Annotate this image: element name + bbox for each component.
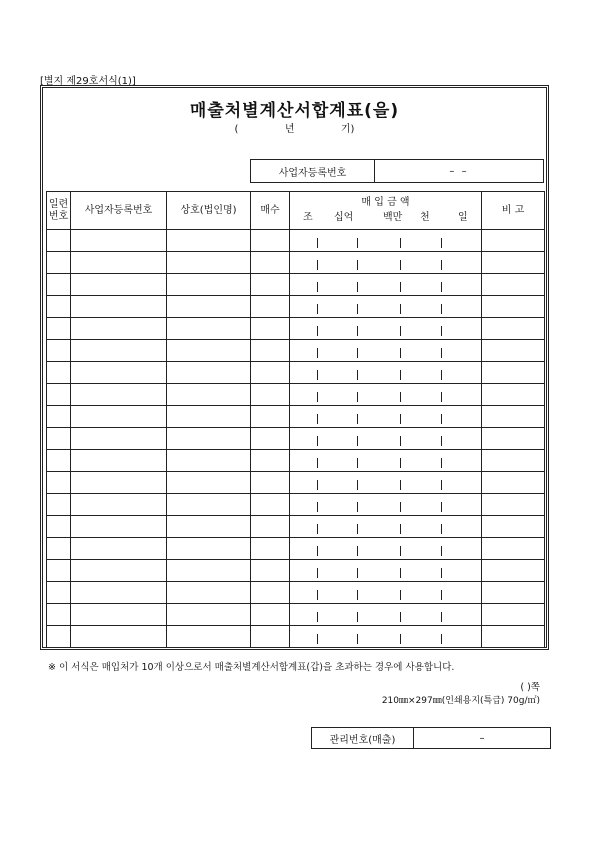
amount-unit-divider [400, 348, 401, 358]
management-label: 관리번호(매출) [312, 728, 414, 748]
amount-unit-divider [357, 326, 358, 336]
cell-reg-no[interactable] [71, 428, 167, 450]
amount-unit-divider [317, 414, 318, 424]
cell-count[interactable] [251, 626, 290, 648]
cell-count[interactable] [251, 230, 290, 252]
unit-il: 일 [458, 212, 468, 223]
table-row [47, 626, 545, 648]
unit-baekman: 백만 [383, 212, 403, 223]
amount-unit-divider [400, 524, 401, 534]
amount-unit-divider [317, 612, 318, 622]
amount-unit-divider [317, 502, 318, 512]
amount-unit-divider [357, 458, 358, 468]
cell-count[interactable] [251, 296, 290, 318]
table-row [47, 340, 545, 362]
cell-company[interactable] [167, 384, 251, 406]
cell-remarks[interactable] [482, 384, 545, 406]
cell-company[interactable] [167, 516, 251, 538]
footnote: ※ 이 서식은 매입처가 10개 이상으로서 매출처별계산서합계표(갑)을 초과하는 경우에 사용합니다. [48, 662, 455, 673]
cell-count[interactable] [251, 538, 290, 560]
amount-unit-divider [317, 282, 318, 292]
cell-remarks[interactable] [482, 604, 545, 626]
amount-unit-divider [317, 458, 318, 468]
cell-company[interactable] [167, 450, 251, 472]
table-row [47, 384, 545, 406]
amount-unit-divider [441, 304, 442, 314]
amount-unit-divider [317, 304, 318, 314]
cell-amount[interactable] [290, 472, 482, 494]
cell-count[interactable] [251, 516, 290, 538]
period-open: ( [234, 124, 239, 135]
cell-seq[interactable] [47, 560, 71, 582]
table-row [47, 472, 545, 494]
cell-count[interactable] [251, 318, 290, 340]
amount-unit-divider [357, 524, 358, 534]
amount-unit-divider [441, 370, 442, 380]
management-box [311, 727, 551, 749]
form-frame [40, 85, 549, 650]
cell-count[interactable] [251, 494, 290, 516]
cell-count[interactable] [251, 252, 290, 274]
amount-unit-divider [317, 348, 318, 358]
cell-remarks[interactable] [482, 538, 545, 560]
amount-unit-divider [357, 568, 358, 578]
table-row [47, 274, 545, 296]
table-row [47, 296, 545, 318]
unit-jo: 조 [303, 212, 313, 223]
amount-unit-divider [400, 304, 401, 314]
amount-unit-divider [317, 590, 318, 600]
table-row [47, 318, 545, 340]
amount-unit-divider [400, 612, 401, 622]
amount-unit-divider [441, 524, 442, 534]
cell-seq[interactable] [47, 362, 71, 384]
amount-unit-divider [441, 282, 442, 292]
period-line [43, 120, 546, 135]
table-row [47, 494, 545, 516]
table-row [47, 252, 545, 274]
amount-unit-divider [357, 392, 358, 402]
cell-amount[interactable] [290, 516, 482, 538]
cell-company[interactable] [167, 582, 251, 604]
table-row [47, 560, 545, 582]
amount-unit-divider [317, 392, 318, 402]
amount-unit-divider [317, 326, 318, 336]
cell-seq[interactable] [47, 230, 71, 252]
amount-unit-divider [317, 436, 318, 446]
amount-unit-divider [357, 370, 358, 380]
cell-reg-no[interactable] [71, 582, 167, 604]
amount-unit-divider [357, 304, 358, 314]
cell-company[interactable] [167, 560, 251, 582]
table-row [47, 406, 545, 428]
cell-count[interactable] [251, 560, 290, 582]
cell-count[interactable] [251, 384, 290, 406]
cell-amount[interactable] [290, 230, 482, 252]
amount-unit-divider [400, 326, 401, 336]
amount-unit-divider [400, 502, 401, 512]
amount-unit-divider [441, 238, 442, 248]
form-number-label: [별지 제29호서식(1)] [40, 76, 136, 87]
amount-unit-divider [400, 590, 401, 600]
cell-remarks[interactable] [482, 516, 545, 538]
cell-amount[interactable] [290, 252, 482, 274]
amount-unit-divider [357, 436, 358, 446]
unit-cheon: 천 [420, 212, 430, 223]
period-unit: 기) [340, 124, 355, 135]
cell-amount[interactable] [290, 406, 482, 428]
cell-remarks[interactable] [482, 582, 545, 604]
cell-amount[interactable] [290, 340, 482, 362]
cell-seq[interactable] [47, 582, 71, 604]
amount-unit-divider [441, 634, 442, 644]
amount-unit-divider [441, 546, 442, 556]
amount-unit-divider [317, 634, 318, 644]
amount-unit-divider [357, 612, 358, 622]
cell-reg-no[interactable] [71, 472, 167, 494]
header-remarks: 비 고 [482, 192, 545, 230]
amount-unit-divider [400, 634, 401, 644]
cell-remarks[interactable] [482, 494, 545, 516]
cell-reg-no[interactable] [71, 340, 167, 362]
cell-remarks[interactable] [482, 428, 545, 450]
amount-unit-divider [317, 260, 318, 270]
cell-amount[interactable] [290, 384, 482, 406]
cell-company[interactable] [167, 318, 251, 340]
cell-company[interactable] [167, 494, 251, 516]
amount-unit-divider [441, 436, 442, 446]
registration-value[interactable]: – – [449, 165, 469, 177]
cell-seq[interactable] [47, 428, 71, 450]
cell-company[interactable] [167, 340, 251, 362]
amount-unit-divider [441, 612, 442, 622]
cell-reg-no[interactable] [71, 230, 167, 252]
cell-count[interactable] [251, 472, 290, 494]
cell-company[interactable] [167, 626, 251, 648]
cell-seq[interactable] [47, 472, 71, 494]
cell-company[interactable] [167, 472, 251, 494]
cell-reg-no[interactable] [71, 626, 167, 648]
amount-unit-divider [357, 634, 358, 644]
cell-seq[interactable] [47, 516, 71, 538]
page-count: ( )쪽 [520, 682, 540, 693]
amount-unit-divider [441, 260, 442, 270]
amount-unit-divider [357, 590, 358, 600]
amount-unit-divider [317, 238, 318, 248]
period-year-unit: 년 [284, 124, 295, 135]
cell-seq[interactable] [47, 494, 71, 516]
amount-unit-divider [400, 568, 401, 578]
cell-company[interactable] [167, 274, 251, 296]
cell-count[interactable] [251, 428, 290, 450]
header-amount [290, 192, 482, 230]
amount-unit-divider [441, 326, 442, 336]
amount-unit-divider [400, 392, 401, 402]
unit-sibeok: 십억 [334, 212, 354, 223]
amount-unit-divider [441, 414, 442, 424]
amount-unit-divider [317, 546, 318, 556]
cell-seq[interactable] [47, 296, 71, 318]
amount-unit-divider [441, 590, 442, 600]
cell-company[interactable] [167, 428, 251, 450]
cell-seq[interactable] [47, 274, 71, 296]
cell-company[interactable] [167, 538, 251, 560]
table-row [47, 604, 545, 626]
header-reg-no: 사업자등록번호 [71, 192, 167, 230]
registration-box [250, 159, 544, 183]
cell-reg-no[interactable] [71, 604, 167, 626]
cell-seq[interactable] [47, 406, 71, 428]
form-title: 매출처별계산서합계표(을) [189, 101, 400, 121]
cell-reg-no[interactable] [71, 274, 167, 296]
cell-reg-no[interactable] [71, 296, 167, 318]
cell-amount[interactable] [290, 296, 482, 318]
table-row [47, 428, 545, 450]
amount-unit-divider [357, 480, 358, 490]
cell-amount[interactable] [290, 604, 482, 626]
amount-unit-divider [441, 348, 442, 358]
cell-seq[interactable] [47, 252, 71, 274]
cell-remarks[interactable] [482, 296, 545, 318]
cell-remarks[interactable] [482, 450, 545, 472]
cell-remarks[interactable] [482, 560, 545, 582]
amount-unit-divider [357, 502, 358, 512]
amount-unit-divider [400, 238, 401, 248]
cell-amount[interactable] [290, 494, 482, 516]
table-row [47, 538, 545, 560]
cell-remarks[interactable] [482, 472, 545, 494]
cell-amount[interactable] [290, 582, 482, 604]
amount-unit-divider [400, 436, 401, 446]
amount-unit-divider [317, 524, 318, 534]
amount-unit-divider [317, 480, 318, 490]
cell-company[interactable] [167, 406, 251, 428]
cell-seq[interactable] [47, 450, 71, 472]
cell-reg-no[interactable] [71, 450, 167, 472]
cell-reg-no[interactable] [71, 318, 167, 340]
amount-unit-divider [400, 414, 401, 424]
cell-remarks[interactable] [482, 340, 545, 362]
amount-unit-divider [400, 370, 401, 380]
cell-count[interactable] [251, 362, 290, 384]
header-count: 매수 [251, 192, 290, 230]
amount-unit-divider [357, 546, 358, 556]
cell-amount[interactable] [290, 362, 482, 384]
cell-amount[interactable] [290, 450, 482, 472]
cell-reg-no[interactable] [71, 362, 167, 384]
header-company: 상호(법인명) [167, 192, 251, 230]
cell-reg-no[interactable] [71, 560, 167, 582]
amount-unit-divider [400, 546, 401, 556]
paper-spec: 210㎜×297㎜(인쇄용지(특급) 70g/㎡) [381, 696, 540, 706]
amount-unit-divider [441, 502, 442, 512]
amount-unit-divider [400, 480, 401, 490]
amount-unit-divider [357, 348, 358, 358]
cell-amount[interactable] [290, 538, 482, 560]
sales-table [46, 191, 545, 648]
cell-remarks[interactable] [482, 274, 545, 296]
cell-count[interactable] [251, 582, 290, 604]
cell-remarks[interactable] [482, 252, 545, 274]
cell-remarks[interactable] [482, 362, 545, 384]
table-row [47, 362, 545, 384]
cell-seq[interactable] [47, 604, 71, 626]
cell-reg-no[interactable] [71, 384, 167, 406]
amount-unit-divider [317, 568, 318, 578]
cell-company[interactable] [167, 296, 251, 318]
cell-seq[interactable] [47, 384, 71, 406]
amount-unit-divider [400, 260, 401, 270]
cell-count[interactable] [251, 604, 290, 626]
cell-amount[interactable] [290, 318, 482, 340]
cell-count[interactable] [251, 450, 290, 472]
amount-unit-divider [441, 480, 442, 490]
cell-amount[interactable] [290, 428, 482, 450]
amount-unit-divider [357, 414, 358, 424]
table-row [47, 230, 545, 252]
amount-unit-divider [441, 392, 442, 402]
cell-amount[interactable] [290, 560, 482, 582]
amount-unit-divider [400, 282, 401, 292]
cell-amount[interactable] [290, 626, 482, 648]
cell-count[interactable] [251, 274, 290, 296]
table-row [47, 582, 545, 604]
amount-unit-divider [317, 370, 318, 380]
table-row [47, 516, 545, 538]
registration-label: 사업자등록번호 [251, 160, 375, 182]
cell-remarks[interactable] [482, 406, 545, 428]
cell-amount[interactable] [290, 274, 482, 296]
cell-reg-no[interactable] [71, 406, 167, 428]
header-seq: 일련번호 [47, 192, 71, 230]
cell-reg-no[interactable] [71, 252, 167, 274]
management-value[interactable]: – [479, 732, 485, 744]
cell-remarks[interactable] [482, 626, 545, 648]
amount-unit-divider [357, 282, 358, 292]
cell-reg-no[interactable] [71, 516, 167, 538]
amount-unit-divider [441, 458, 442, 468]
table-row [47, 450, 545, 472]
cell-seq[interactable] [47, 318, 71, 340]
cell-count[interactable] [251, 406, 290, 428]
cell-reg-no[interactable] [71, 494, 167, 516]
cell-seq[interactable] [47, 340, 71, 362]
cell-seq[interactable] [47, 626, 71, 648]
amount-unit-divider [441, 568, 442, 578]
cell-remarks[interactable] [482, 230, 545, 252]
cell-count[interactable] [251, 340, 290, 362]
cell-company[interactable] [167, 252, 251, 274]
amount-unit-divider [357, 238, 358, 248]
cell-company[interactable] [167, 362, 251, 384]
cell-reg-no[interactable] [71, 538, 167, 560]
cell-company[interactable] [167, 604, 251, 626]
cell-seq[interactable] [47, 538, 71, 560]
amount-unit-divider [400, 458, 401, 468]
amount-unit-divider [357, 260, 358, 270]
header-amount-title: 매 입 금 액 [361, 197, 410, 208]
cell-company[interactable] [167, 230, 251, 252]
cell-remarks[interactable] [482, 318, 545, 340]
